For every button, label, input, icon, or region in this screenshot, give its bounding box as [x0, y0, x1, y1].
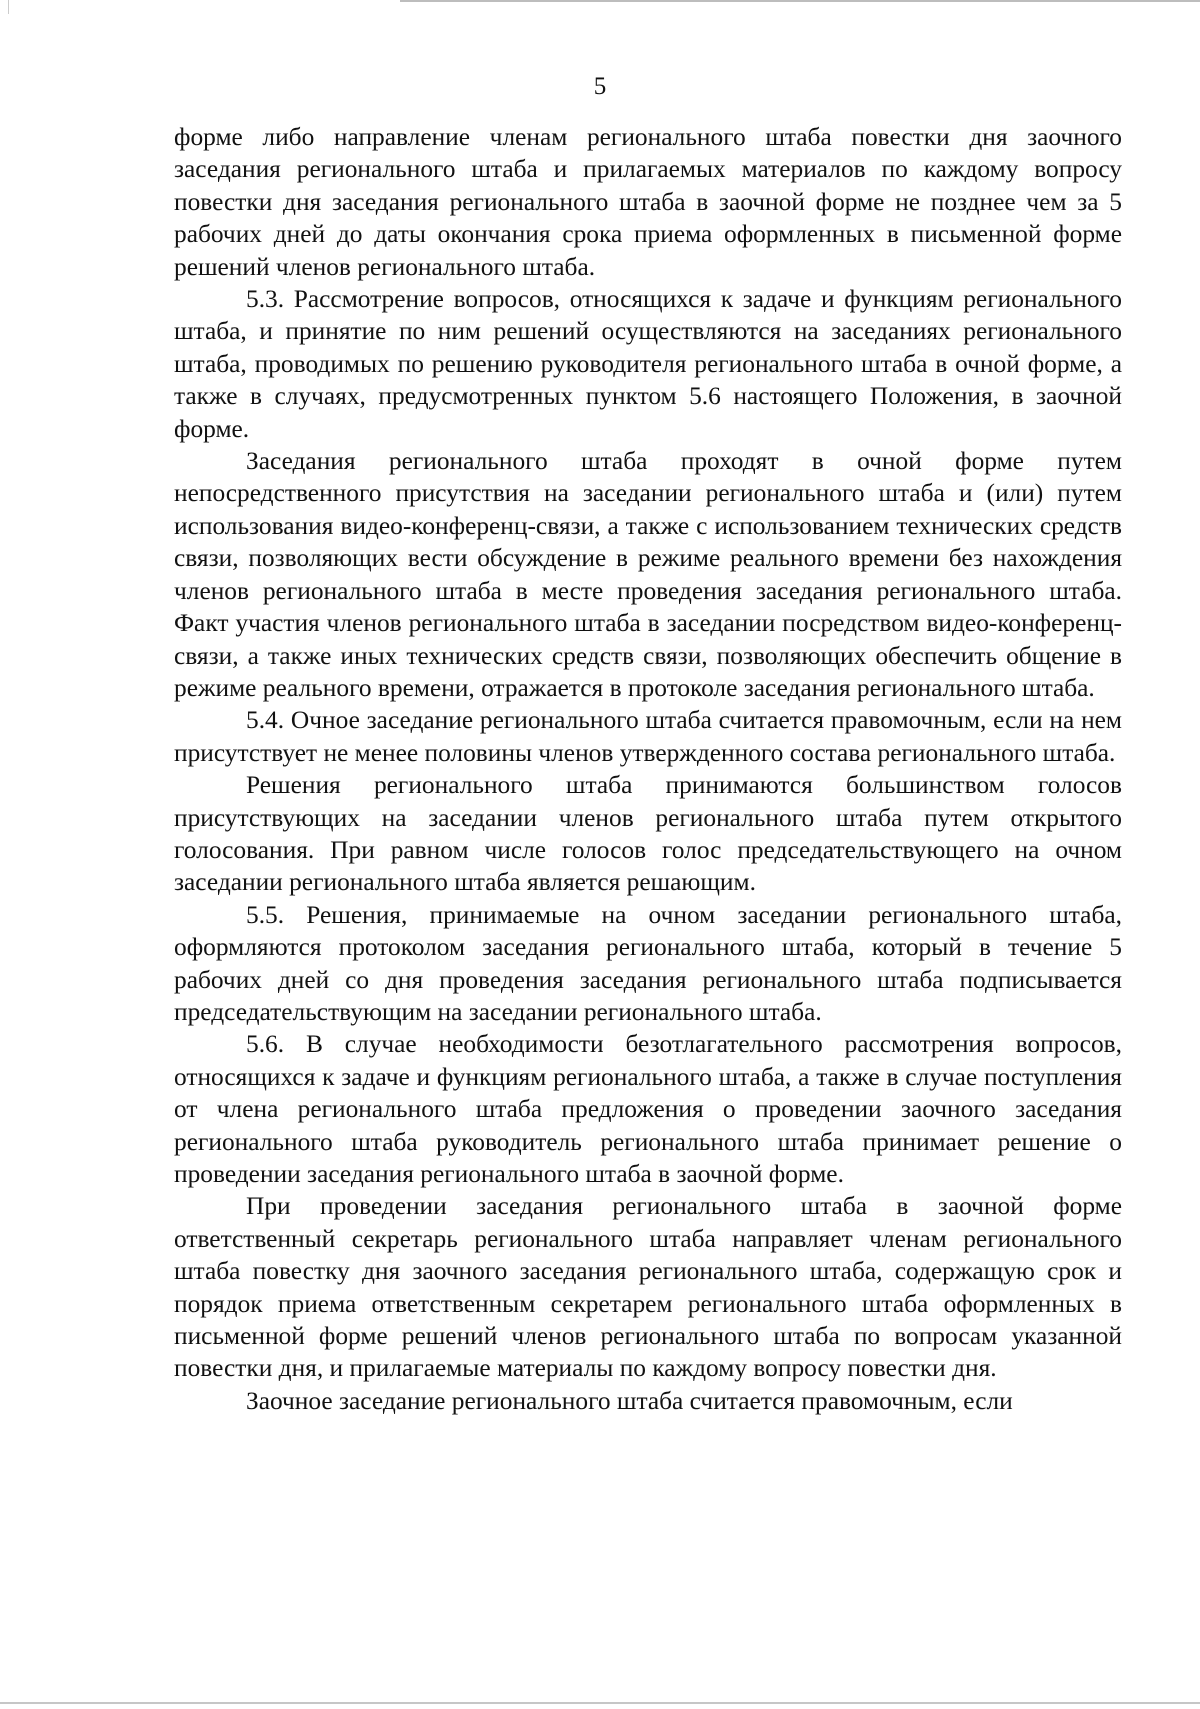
- document-body: [174, 121, 1122, 1417]
- scan-edge-mark: [8, 0, 9, 14]
- paragraph-5-3: 5.3. Рассмотрение вопросов, относящихся к задаче и функциям регионального штаба, и принятие по ним решений осуществляются на заседаниях регионального штаба, проводимых по решению руководителя регионального штаба в очной форме, а также в случаях, предусмотренных пунктом 5.6 настоящего Положения, в заочной форме.: [174, 285, 1122, 443]
- scan-edge-top: [400, 0, 1200, 2]
- paragraph-5-4: 5.4. Очное заседание регионального штаба считается правомочным, если на нем присутствует не менее половины членов утвержденного состава регионального штаба.: [174, 706, 1122, 767]
- paragraph-remote-procedure: При проведении заседания регионального штаба в заочной форме ответственный секретарь регионального штаба направляет членам регионального штаба повестку дня заочного заседания регионального штаба, содержащую срок и порядок приема ответственным секретарем регионального штаба оформленных в письменной форме решений членов регионального штаба по вопросам указанной повестки дня, и прилагаемые материалы по каждому вопросу повестки дня.: [174, 1192, 1122, 1383]
- page-number: 5: [593, 73, 607, 100]
- paragraph-continuation: форме либо направление членам регионального штаба повестки дня заочного заседания регионального штаба и прилагаемых материалов по каждому вопросу повестки дня заседания регионального штаба в заочной форме не позднее чем за 5 рабочих дней до даты окончания срока приема оформленных в письменной форме решений членов регионального штаба.: [174, 123, 1122, 281]
- paragraph-remote-quorum: Заочное заседание регионального штаба считается правомочным, если: [246, 1386, 1013, 1415]
- paragraph-5-6: 5.6. В случае необходимости безотлагательного рассмотрения вопросов, относящихся к задаче и функциям регионального штаба, а также в случае поступления от члена регионального штаба предложения о проведении заочного заседания регионального штаба руководитель регионального штаба принимает решение о проведении заседания регионального штаба в заочной форме.: [174, 1030, 1122, 1188]
- paragraph-5-5: 5.5. Решения, принимаемые на очном заседании регионального штаба, оформляются протоколом заседания регионального штаба, который в течение 5 рабочих дней со дня проведения заседания регионального штаба подписывается председательствующим на заседании регионального штаба.: [174, 900, 1122, 1026]
- paragraph-meetings-in-person: Заседания регионального штаба проходят в очной форме путем непосредственного присутствия на заседании регионального штаба и (или) путем использования видео-конференц-связи, а также с использованием технических средств связи, позволяющих вести обсуждение в режиме реального времени без нахождения членов регионального штаба в месте проведения заседания регионального штаба. Факт участия членов регионального штаба в заседании посредством видео-конференц-связи, а также иных технических средств связи, позволяющих обеспечить общение в режиме реального времени, отражается в протоколе заседания регионального штаба.: [174, 447, 1122, 702]
- scan-edge-bottom: [0, 1702, 1200, 1704]
- paragraph-decisions-voting: Решения регионального штаба принимаются большинством голосов присутствующих на заседании членов регионального штаба путем открытого голосования. При равном числе голосов голос председательствующего на очном заседании регионального штаба является решающим.: [174, 771, 1122, 897]
